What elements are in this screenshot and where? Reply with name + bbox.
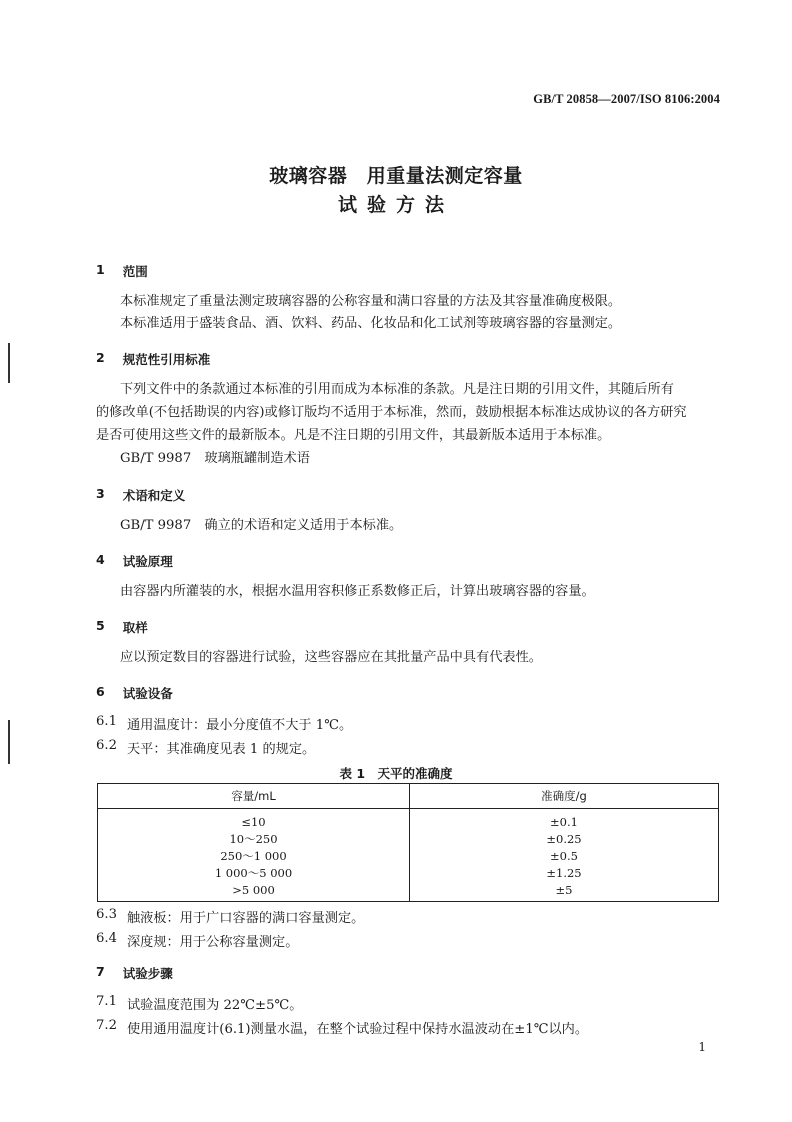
section-2-heading bbox=[96, 350, 210, 368]
capacity-cell: ≤10 bbox=[98, 809, 410, 831]
clause-text: 天平：其准确度见表 1 的规定。 bbox=[126, 742, 316, 757]
accuracy-cell: ±1.25 bbox=[410, 864, 719, 881]
section-title: 试验设备 bbox=[122, 686, 173, 701]
reference-entry: GB/T 9987 玻璃瓶罐制造术语 bbox=[120, 451, 310, 466]
section-5-heading bbox=[96, 618, 148, 636]
paragraph: 本标准规定了重量法测定玻璃容器的公称容量和满口容量的方法及其容量准确度极限。 bbox=[120, 294, 622, 309]
section-1-heading bbox=[96, 262, 148, 280]
section-4-heading bbox=[96, 552, 173, 570]
section-title: 试验步骤 bbox=[122, 966, 173, 981]
capacity-cell: 10～250 bbox=[98, 830, 410, 847]
capacity-cell: 1 000～5 000 bbox=[98, 864, 410, 881]
paragraph-line: 的修改单(不包括勘误的内容)或修订版均不适用于本标准，然而，鼓励根据本标准达成协议的各方研究 bbox=[96, 405, 687, 420]
paragraph: 本标准适用于盛装食品、酒、饮料、药品、化妆品和化工试剂等玻璃容器的容量测定。 bbox=[120, 316, 622, 331]
section-title: 范围 bbox=[122, 264, 148, 279]
paragraph: 由容器内所灌装的水，根据水温用容积修正系数修正后，计算出玻璃容器的容量。 bbox=[120, 584, 595, 599]
paragraph: 应以预定数目的容器进行试验，这些容器应在其批量产品中具有代表性。 bbox=[120, 650, 542, 665]
section-number: 4 bbox=[96, 552, 105, 567]
column-header: 容量/mL bbox=[98, 784, 410, 809]
section-title: 取样 bbox=[122, 620, 148, 635]
capacity-cell: 250～1 000 bbox=[98, 847, 410, 864]
section-7-heading bbox=[96, 964, 173, 982]
clause-text: 试验温度范围为 22℃±5℃。 bbox=[126, 998, 303, 1013]
scan-margin-mark bbox=[8, 343, 10, 383]
table-row bbox=[98, 864, 719, 881]
clause-number: 7.1 bbox=[96, 994, 117, 1009]
clause-7-1 bbox=[96, 994, 302, 1013]
table-caption: 表 1 天平的准确度 bbox=[339, 766, 453, 781]
clause-number: 6.4 bbox=[96, 931, 117, 946]
document-title: 玻璃容器 用重量法测定容量 bbox=[269, 165, 523, 187]
section-3-heading bbox=[96, 486, 185, 504]
section-number: 3 bbox=[96, 486, 105, 501]
table-row bbox=[98, 830, 719, 847]
section-6-heading bbox=[96, 684, 173, 702]
document-subtitle: 试验方法 bbox=[337, 194, 454, 216]
section-title: 术语和定义 bbox=[122, 488, 186, 503]
paragraph: GB/T 9987 确立的术语和定义适用于本标准。 bbox=[120, 518, 403, 533]
column-header: 准确度/g bbox=[410, 784, 719, 809]
clause-text: 触液板：用于广口容器的满口容量测定。 bbox=[126, 911, 365, 926]
capacity-cell: >5 000 bbox=[98, 881, 410, 902]
clause-number: 7.2 bbox=[96, 1018, 117, 1033]
balance-accuracy-table bbox=[97, 783, 719, 902]
paragraph-line: 是否可使用这些文件的最新版本。凡是不注日期的引用文件，其最新版本适用于本标准。 bbox=[96, 428, 611, 443]
table-row bbox=[98, 881, 719, 902]
clause-text: 深度规：用于公称容量测定。 bbox=[126, 935, 299, 950]
standard-code: GB/T 20858—2007/ISO 8106:2004 bbox=[533, 92, 720, 106]
scan-margin-mark bbox=[8, 720, 10, 764]
section-number: 2 bbox=[96, 350, 105, 365]
clause-6-1 bbox=[96, 714, 352, 733]
clause-number: 6.1 bbox=[96, 714, 117, 729]
clause-6-2 bbox=[96, 738, 315, 757]
section-title: 规范性引用标准 bbox=[122, 352, 211, 367]
clause-6-4 bbox=[96, 931, 298, 950]
clause-text: 通用温度计：最小分度值不大于 1℃。 bbox=[126, 718, 353, 733]
accuracy-cell: ±5 bbox=[410, 881, 719, 902]
accuracy-cell: ±0.5 bbox=[410, 847, 719, 864]
clause-number: 6.2 bbox=[96, 738, 117, 753]
section-number: 1 bbox=[96, 262, 105, 277]
paragraph-line: 下列文件中的条款通过本标准的引用而成为本标准的条款。凡是注日期的引用文件，其随后所有 bbox=[120, 382, 674, 397]
accuracy-cell: ±0.1 bbox=[410, 809, 719, 831]
page-number: 1 bbox=[698, 1040, 706, 1054]
section-number: 7 bbox=[96, 964, 105, 979]
section-number: 5 bbox=[96, 618, 105, 633]
section-title: 试验原理 bbox=[122, 554, 173, 569]
section-number: 6 bbox=[96, 684, 105, 699]
table-row bbox=[98, 809, 719, 831]
clause-7-2 bbox=[96, 1018, 588, 1037]
table-row bbox=[98, 847, 719, 864]
clause-text: 使用通用温度计(6.1)测量水温，在整个试验过程中保持水温波动在±1℃以内。 bbox=[126, 1022, 589, 1037]
accuracy-cell: ±0.25 bbox=[410, 830, 719, 847]
clause-6-3 bbox=[96, 907, 364, 926]
clause-number: 6.3 bbox=[96, 907, 117, 922]
